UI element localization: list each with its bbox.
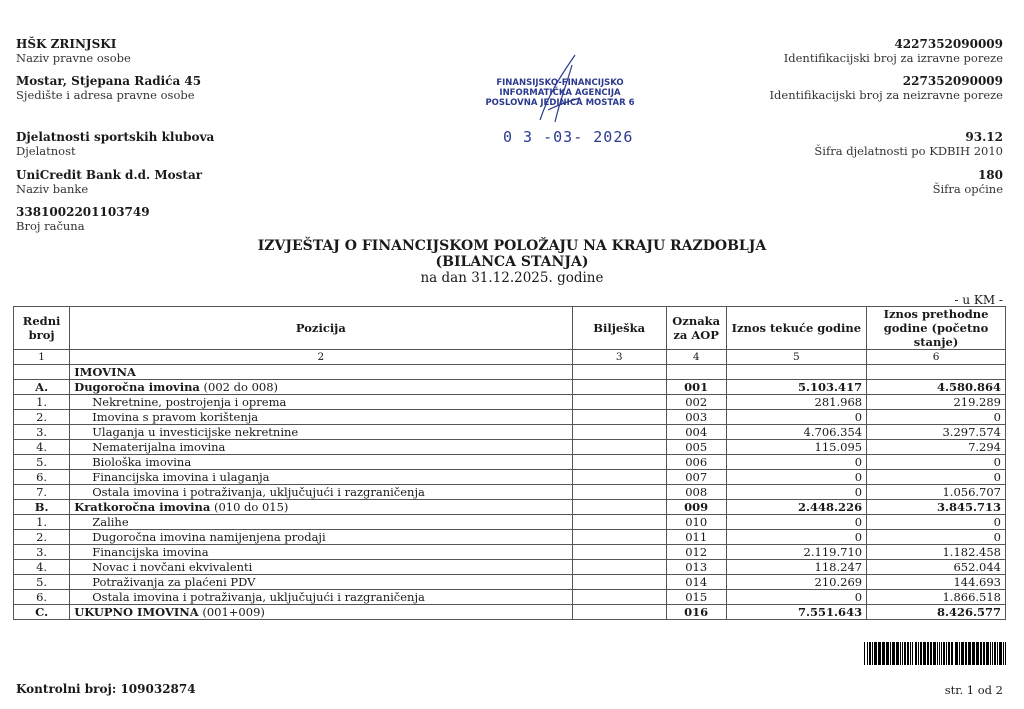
col-number: 2 [70,350,572,365]
row-position-name: Potraživanja za plaćeni PDV [92,575,256,589]
barcode-bar [896,642,899,665]
row-current-amount: 281.968 [726,395,867,410]
table-row [14,605,1006,620]
row-position-name: Imovina s pravom korištenja [92,410,259,424]
row-current-amount: 0 [726,455,867,470]
direct-tax-id-label: Identifikacijski broj za izravne poreze [783,51,1003,65]
row-note-ref [572,575,666,590]
barcode-bar [927,642,929,665]
row-position [70,395,572,410]
stamp-line-1: FINANSIJSKO-FINANCIJSKO [496,78,624,88]
table-row [14,410,1006,425]
row-position [70,545,572,560]
report-date: na dan 31.12.2025. godine [420,270,604,286]
table-row [14,590,1006,605]
row-previous-amount: 3.845.713 [867,500,1006,515]
barcode [864,642,1006,665]
col-number: 3 [572,350,666,365]
row-current-amount: 118.247 [726,560,867,575]
municipality-code: 180 [977,168,1003,182]
col-header-note: Bilješka [572,307,666,350]
signature-scribble [520,50,590,130]
barcode-bar [915,642,917,665]
barcode-bar [872,642,873,665]
row-position [70,425,572,440]
report-title [0,238,1024,286]
row-number: 4. [14,560,70,575]
address: Mostar, Stjepana Radića 45 [16,74,202,88]
table-row [14,440,1006,455]
barcode-bar [965,642,967,665]
table-row [14,425,1006,440]
barcode-bar [912,642,913,665]
row-position-name: Financijska imovina i ulaganja [92,470,270,484]
empty-cell [572,365,666,380]
row-previous-amount: 1.182.458 [867,545,1006,560]
row-position [70,605,572,620]
table-row [14,455,1006,470]
company-name-block [16,37,131,65]
barcode-bar [890,642,891,665]
municipality-code-label: Šifra općine [932,182,1003,196]
barcode-bar [946,642,947,665]
barcode-bar [941,642,942,665]
row-aop: 001 [666,380,726,395]
section-title: IMOVINA [70,365,572,380]
row-position [70,530,572,545]
barcode-bar [961,642,964,665]
row-note-ref [572,530,666,545]
row-aop: 010 [666,515,726,530]
row-current-amount: 210.269 [726,575,867,590]
table-row [14,545,1006,560]
row-number: 5. [14,575,70,590]
row-position [70,500,572,515]
activity-block [16,130,214,158]
row-position-range: (010 do 015) [210,500,289,514]
barcode-bar [902,642,903,665]
table-row [14,380,1006,395]
barcode-bar [874,642,877,665]
barcode-bar [980,642,982,665]
row-note-ref [572,545,666,560]
row-current-amount: 0 [726,485,867,500]
row-note-ref [572,470,666,485]
row-note-ref [572,515,666,530]
barcode-bar [923,642,926,665]
row-aop: 011 [666,530,726,545]
row-position [70,380,572,395]
report-title-line-2: (BILANCA STANJA) [435,254,589,270]
row-position [70,590,572,605]
row-current-amount: 0 [726,410,867,425]
row-number: 1. [14,515,70,530]
row-previous-amount: 0 [867,455,1006,470]
row-number: 6. [14,590,70,605]
col-header-aop: Oznaka za AOP [666,307,726,350]
activity-code-block [814,130,1003,158]
balance-sheet-table [13,306,1006,620]
row-number: A. [14,380,70,395]
row-note-ref [572,485,666,500]
barcode-bar [907,642,909,665]
row-previous-amount: 1.056.707 [867,485,1006,500]
barcode-bar [986,642,989,665]
barcode-bar [1005,642,1006,665]
row-current-amount: 7.551.643 [726,605,867,620]
row-position [70,470,572,485]
row-note-ref [572,440,666,455]
row-current-amount: 2.119.710 [726,545,867,560]
row-aop: 009 [666,500,726,515]
barcode-bar [930,642,932,665]
activity-label: Djelatnost [16,144,76,158]
barcode-bar [992,642,993,665]
barcode-bar [951,642,953,665]
row-position [70,440,572,455]
col-header-position: Pozicija [70,307,572,350]
col-number: 6 [867,350,1006,365]
barcode-bar [878,642,881,665]
row-aop: 014 [666,575,726,590]
table-row [14,500,1006,515]
currency-unit: - u KM - [954,293,1003,307]
activity-code: 93.12 [965,130,1003,144]
report-title-line-1: IZVJEŠTAJ O FINANCIJSKOM POLOŽAJU NA KRAJU RAZDOBLJA [257,238,767,254]
activity: Djelatnosti sportskih klubova [16,130,215,144]
barcode-bar [920,642,922,665]
row-previous-amount: 0 [867,410,1006,425]
row-number: C. [14,605,70,620]
row-note-ref [572,500,666,515]
address-label: Sjedište i adresa pravne osobe [16,88,195,102]
barcode-bar [943,642,945,665]
row-aop: 007 [666,470,726,485]
col-number: 4 [666,350,726,365]
row-position-name: Novac i novčani ekvivalenti [92,560,253,574]
row-previous-amount: 144.693 [867,575,1006,590]
barcode-bar [1003,642,1004,665]
col-number: 5 [726,350,867,365]
row-aop: 012 [666,545,726,560]
row-position [70,485,572,500]
column-number-row [14,350,1006,365]
address-block [16,74,201,102]
barcode-bar [999,642,1002,665]
row-position-name: Dugoročna imovina namijenjena prodaji [92,530,326,544]
row-position [70,560,572,575]
row-position-name: Financijska imovina [92,545,209,559]
barcode-bar [959,642,960,665]
row-position-name: Nekretnine, postrojenja i oprema [92,395,287,409]
barcode-bar [882,642,885,665]
row-current-amount: 2.448.226 [726,500,867,515]
company-name: HŠK ZRINJSKI [16,37,117,51]
bank-name: UniCredit Bank d.d. Mostar [16,168,203,182]
row-previous-amount: 4.580.864 [867,380,1006,395]
indirect-tax-id: 227352090009 [902,74,1003,88]
row-current-amount: 0 [726,470,867,485]
col-header-current: Iznos tekuće godine [726,307,867,350]
barcode-bar [983,642,985,665]
row-note-ref [572,590,666,605]
row-position-name: Dugoročna imovina [74,380,200,394]
empty-cell [726,365,867,380]
row-number: 1. [14,395,70,410]
row-position-name: Ostala imovina i potraživanja, uključujući i razgraničenja [92,485,425,499]
row-note-ref [572,560,666,575]
row-number: 3. [14,425,70,440]
row-number: 6. [14,470,70,485]
direct-tax-id-block [784,37,1003,65]
row-aop: 002 [666,395,726,410]
col-header-previous: Iznos prethodne godine (početno stanje) [867,307,1006,350]
table-row [14,530,1006,545]
row-previous-amount: 3.297.574 [867,425,1006,440]
row-previous-amount: 0 [867,530,1006,545]
activity-code-label: Šifra djelatnosti po KDBIH 2010 [814,144,1003,158]
row-number: 5. [14,455,70,470]
page-number: str. 1 od 2 [944,683,1003,697]
account-number: 3381002201103749 [16,205,150,219]
row-note-ref [572,455,666,470]
barcode-bar [867,642,868,665]
row-number: B. [14,500,70,515]
barcode-bar [900,642,901,665]
row-note-ref [572,410,666,425]
row-aop: 006 [666,455,726,470]
row-current-amount: 0 [726,530,867,545]
barcode-bar [886,642,889,665]
barcode-bar [968,642,971,665]
barcode-bar [990,642,991,665]
row-previous-amount: 0 [867,470,1006,485]
row-note-ref [572,380,666,395]
barcode-bar [972,642,975,665]
row-number: 4. [14,440,70,455]
direct-tax-id: 4227352090009 [894,37,1003,51]
row-note-ref [572,605,666,620]
row-number: 2. [14,530,70,545]
row-position-range: (002 do 008) [199,380,279,394]
table-row [14,485,1006,500]
row-position-name: Nematerijalna imovina [92,440,226,454]
barcode-bar [904,642,906,665]
row-position-name: UKUPNO IMOVINA [74,605,199,619]
row-current-amount: 0 [726,515,867,530]
municipality-code-block [933,168,1003,196]
table-row [14,470,1006,485]
stamp-line-3: POSLOVNA JEDINICA MOSTAR 6 [485,98,635,108]
barcode-bar [976,642,979,665]
row-number: 2. [14,410,70,425]
stamp-line-2: INFORMATIČKA AGENCIJA [499,88,621,98]
empty-cell [867,365,1006,380]
barcode-bar [910,642,911,665]
barcode-bar [918,642,919,665]
control-number: Kontrolni broj: 109032874 [16,682,196,696]
row-position [70,575,572,590]
table-header-row [14,307,1006,350]
stamp-date: 0 3 -03- 2026 [503,128,634,146]
table-row [14,395,1006,410]
row-position [70,455,572,470]
row-position [70,410,572,425]
row-previous-amount: 1.866.518 [867,590,1006,605]
empty-cell [14,365,70,380]
row-aop: 004 [666,425,726,440]
row-number: 7. [14,485,70,500]
row-position-name: Kratkoročna imovina [74,500,211,514]
col-header-rb: Redni broj [14,307,70,350]
barcode-bar [997,642,998,665]
row-position-range: (001+009) [198,605,265,619]
row-previous-amount: 0 [867,515,1006,530]
barcode-bar [933,642,936,665]
indirect-tax-id-label: Identifikacijski broj za neizravne poreze [769,88,1003,102]
row-aop: 013 [666,560,726,575]
row-number: 3. [14,545,70,560]
row-position-name: Ulaganja u investicijske nekretnine [92,425,299,439]
bank-block [16,168,202,196]
barcode-bar [937,642,938,665]
table-row [14,515,1006,530]
row-position [70,515,572,530]
row-position-name: Ostala imovina i potraživanja, uključujući i razgraničenja [92,590,425,604]
row-note-ref [572,395,666,410]
barcode-bar [939,642,940,665]
row-note-ref [572,425,666,440]
account-block [16,205,150,233]
row-aop: 005 [666,440,726,455]
row-aop: 016 [666,605,726,620]
row-position-name: Biološka imovina [92,455,192,469]
company-name-label: Naziv pravne osobe [16,51,131,65]
barcode-bar [994,642,996,665]
col-number: 1 [14,350,70,365]
barcode-bar [892,642,895,665]
row-current-amount: 115.095 [726,440,867,455]
table-row [14,560,1006,575]
row-position-name: Zalihe [92,515,129,529]
account-number-label: Broj računa [16,219,85,233]
barcode-bar [948,642,950,665]
indirect-tax-id-block [770,74,1004,102]
row-aop: 003 [666,410,726,425]
table-row [14,575,1006,590]
section-row [14,365,1006,380]
row-current-amount: 0 [726,590,867,605]
row-previous-amount: 8.426.577 [867,605,1006,620]
barcode-bar [864,642,865,665]
barcode-bar [869,642,871,665]
row-current-amount: 4.706.354 [726,425,867,440]
row-aop: 008 [666,485,726,500]
bank-name-label: Naziv banke [16,182,89,196]
row-previous-amount: 219.289 [867,395,1006,410]
empty-cell [666,365,726,380]
row-previous-amount: 7.294 [867,440,1006,455]
row-previous-amount: 652.044 [867,560,1006,575]
barcode-bar [955,642,958,665]
row-aop: 015 [666,590,726,605]
row-current-amount: 5.103.417 [726,380,867,395]
